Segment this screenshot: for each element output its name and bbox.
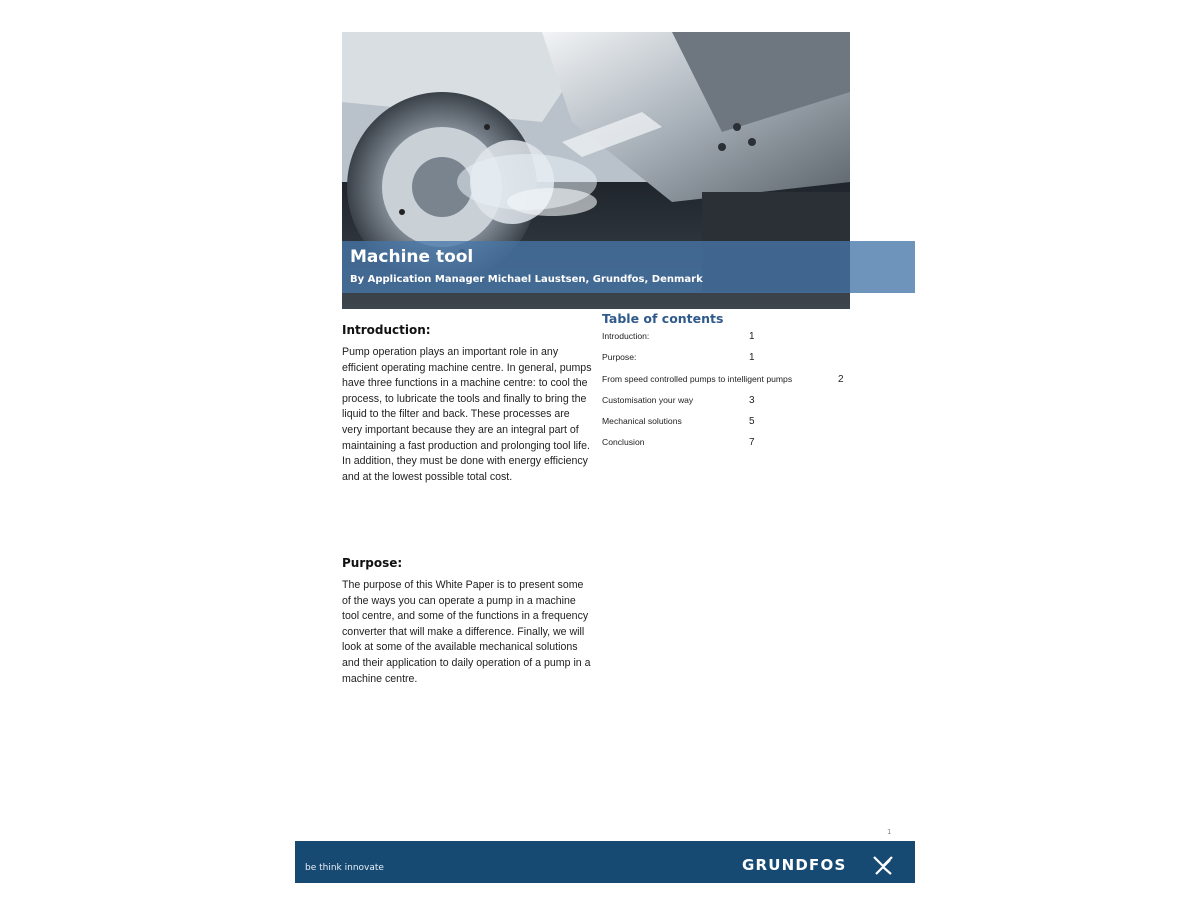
toc-item[interactable] bbox=[602, 416, 862, 430]
grundfos-logo bbox=[742, 854, 894, 878]
document-title: Machine tool bbox=[350, 247, 474, 267]
document-subtitle: By Application Manager Michael Laustsen, Grundfos, Denmark bbox=[350, 274, 703, 285]
purpose-body: The purpose of this White Paper is to present some of the ways you can operate a pump in a machine tool centre, and some of the functions in a frequency converter that will make a difference. Finally, we will look at some of the available mechanical solutions and their application to daily operation of a pump in a machine centre. bbox=[342, 579, 591, 685]
toc-item-label: From speed controlled pumps to intelligent pumps bbox=[602, 374, 793, 384]
toc-item-page: 2 bbox=[838, 374, 844, 385]
toc-item[interactable] bbox=[602, 437, 862, 451]
toc-title: Table of contents bbox=[602, 311, 724, 326]
toc-item[interactable] bbox=[602, 395, 862, 409]
brand-name: GRUNDFOS bbox=[742, 856, 847, 874]
footer-tagline: be think innovate bbox=[305, 863, 384, 873]
purpose-heading: Purpose: bbox=[342, 556, 403, 570]
toc-item-label: Conclusion bbox=[602, 437, 645, 447]
grundfos-x-mark-icon bbox=[872, 854, 894, 876]
toc-item-label: Mechanical solutions bbox=[602, 416, 682, 426]
toc-item-label: Purpose: bbox=[602, 352, 637, 362]
page-number: 1 bbox=[887, 828, 892, 836]
introduction-body: Pump operation plays an important role in any efficient operating machine centre. In general, pumps have three functions in a machine centre: to cool the process, to lubricate the tools and finally to bring the liquid to the filter and back. These processes are very important because they are an integral part of maintaining a fast production and prolonging tool life. In addition, they must be done with energy efficiency and at the lowest possible total cost. bbox=[342, 346, 592, 483]
toc-item-page: 7 bbox=[749, 437, 755, 448]
toc-item-label: Introduction: bbox=[602, 331, 650, 341]
toc-item-page: 1 bbox=[749, 352, 755, 363]
toc-item-page: 5 bbox=[749, 416, 755, 427]
toc-item[interactable] bbox=[602, 374, 862, 388]
toc-item-page: 1 bbox=[749, 331, 755, 342]
toc-item[interactable] bbox=[602, 352, 862, 366]
toc-item[interactable] bbox=[602, 331, 862, 345]
introduction-heading: Introduction: bbox=[342, 323, 431, 337]
toc-item-label: Customisation your way bbox=[602, 395, 694, 405]
footer-bar bbox=[295, 841, 915, 883]
toc-item-page: 3 bbox=[749, 395, 755, 406]
